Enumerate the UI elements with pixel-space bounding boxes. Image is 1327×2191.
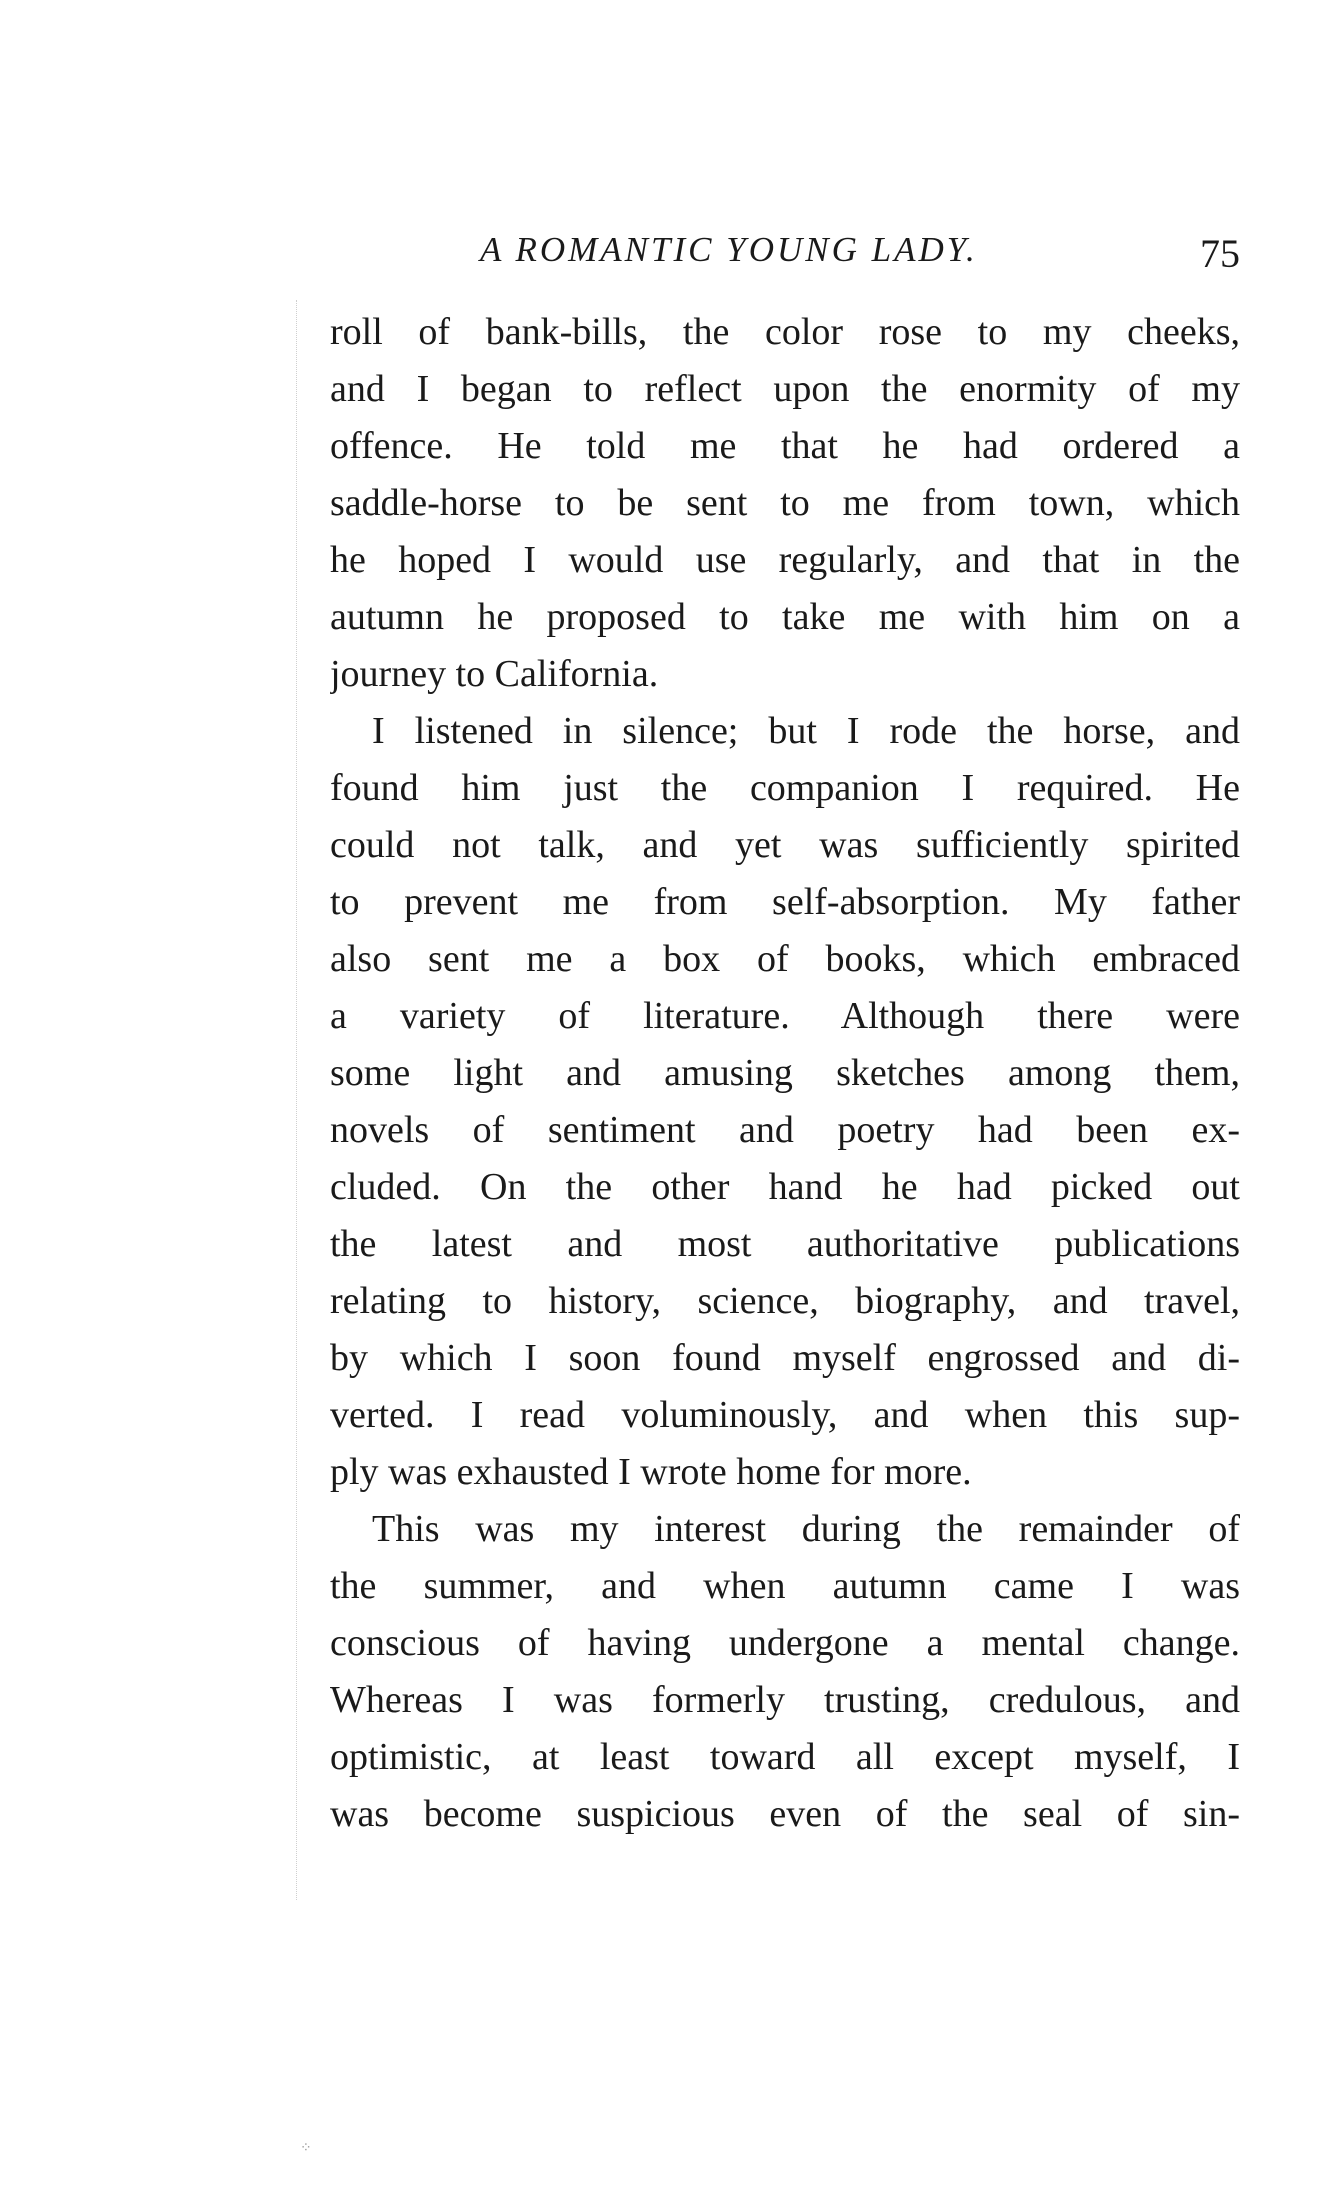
text-line: cluded. On the other hand he had picked out xyxy=(330,1166,1240,1208)
text-line: This was my interest during the remainder of xyxy=(372,1508,1240,1550)
text-line: and I began to reflect upon the enormity of my xyxy=(330,368,1240,410)
text-line: a variety of literature. Although there were xyxy=(330,995,1240,1037)
text-line: could not talk, and yet was sufficiently spirited xyxy=(330,824,1240,866)
text-line: journey to California. xyxy=(330,653,659,695)
text-line: novels of sentiment and poetry had been ex- xyxy=(330,1109,1240,1151)
text-line: verted. I read voluminously, and when this sup- xyxy=(330,1394,1240,1436)
text-line: to prevent me from self-absorption. My father xyxy=(330,881,1240,923)
text-line: also sent me a box of books, which embraced xyxy=(330,938,1240,980)
scan-speck: ⁘ xyxy=(300,2140,312,2156)
text-line: Whereas I was formerly trusting, credulous, and xyxy=(330,1679,1240,1721)
running-head xyxy=(320,220,1240,280)
text-line: he hoped I would use regularly, and that in the xyxy=(330,539,1240,581)
text-line: found him just the companion I required. He xyxy=(330,767,1240,809)
text-line: the summer, and when autumn came I was xyxy=(330,1565,1240,1607)
text-line: roll of bank-bills, the color rose to my cheeks, xyxy=(330,311,1240,353)
page-number: 75 xyxy=(1200,231,1240,276)
text-line: ply was exhausted I wrote home for more. xyxy=(330,1451,972,1493)
running-title: A ROMANTIC YOUNG LADY. xyxy=(480,230,978,269)
text-line: I listened in silence; but I rode the horse, and xyxy=(372,710,1240,752)
text-line: saddle-horse to be sent to me from town, which xyxy=(330,482,1240,524)
scan-gutter-marks xyxy=(296,300,327,1900)
text-line: by which I soon found myself engrossed and di- xyxy=(330,1337,1240,1379)
text-line: offence. He told me that he had ordered a xyxy=(330,425,1240,467)
text-line: optimistic, at least toward all except myself, I xyxy=(330,1736,1240,1778)
text-line: autumn he proposed to take me with him on a xyxy=(330,596,1240,638)
text-line: conscious of having undergone a mental change. xyxy=(330,1622,1240,1664)
text-line: relating to history, science, biography, and travel, xyxy=(330,1280,1240,1322)
text-line: was become suspicious even of the seal of sin- xyxy=(330,1793,1240,1835)
text-line: the latest and most authoritative publications xyxy=(330,1223,1240,1265)
text-line: some light and amusing sketches among them, xyxy=(330,1052,1240,1094)
body-text xyxy=(330,304,1240,1843)
